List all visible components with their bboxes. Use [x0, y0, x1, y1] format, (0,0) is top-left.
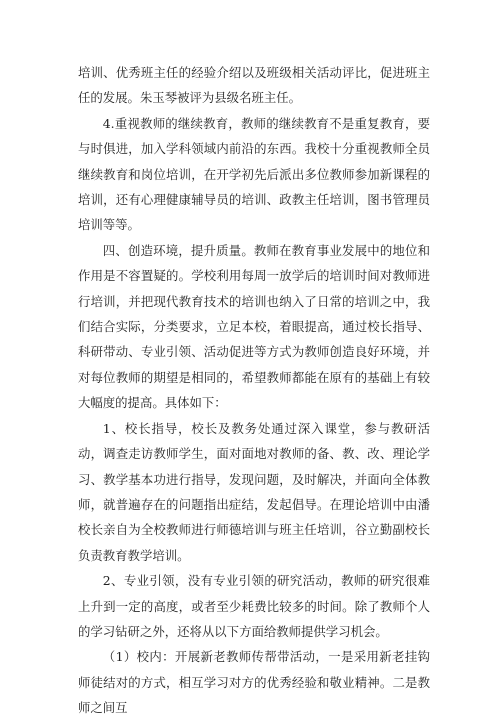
- paragraph-continuing-education: 4.重视教师的继续教育，教师的继续教育不是重复教育，要与时俱进，加入学科领域内前沿的东西。我校十分重视教师全员继续教育和岗位培训，在开学初先后派出多位教师参加新课程的培训，还有心理健康辅导员的培训、政教主任培训，图书管理员培训等等。: [78, 115, 430, 233]
- paragraph-principal-guidance: 1、校长指导，校长及教务处通过深入课堂，参与教研活动，调查走访教师学生，面对面地对教师的备、教、改、理论学习、教学基本功进行指导，发现问题，及时解决，并面向全体教师，就普遍存在的问题指出症结，发起倡导。在理论培训中由潘校长亲自为全校教师进行师德培训与班主任培训，谷立勤副校长负责教育教学培训。: [78, 420, 430, 563]
- paragraph-in-school: （1）校内：开展新老教师传帮带活动，一是采用新老挂钩师徒结对的方式，相互学习对方的优秀经验和敬业精神。二是教师之间互: [78, 649, 430, 716]
- paragraph-create-environment: 四、创造环境，提升质量。教师在教育事业发展中的地位和作用是不容置疑的。学校利用每周一放学后的培训时间对教师进行培训，并把现代教育技术的培训也纳入了日常的培训之中，我们结合实际，分类要求，立足本校，着眼提高，通过校长指导、科研带动、专业引领、活动促进等方式为教师创造良好环境，并对每位教师的期望是相同的，希望教师都能在原有的基础上有较大幅度的提高。具体如下：: [78, 242, 430, 411]
- paragraph-continuation: 培训、优秀班主任的经验介绍以及班级相关活动评比，促进班主任的发展。朱玉琴被评为县级名班主任。: [78, 65, 430, 106]
- document-body: [78, 60, 430, 721]
- paragraph-professional-leading: 2、专业引领，没有专业引领的研究活动，教师的研究很难上升到一定的高度，或者至少耗费比较多的时间。除了教师个人的学习钻研之外，还将从以下方面给教师提供学习机会。: [78, 573, 430, 639]
